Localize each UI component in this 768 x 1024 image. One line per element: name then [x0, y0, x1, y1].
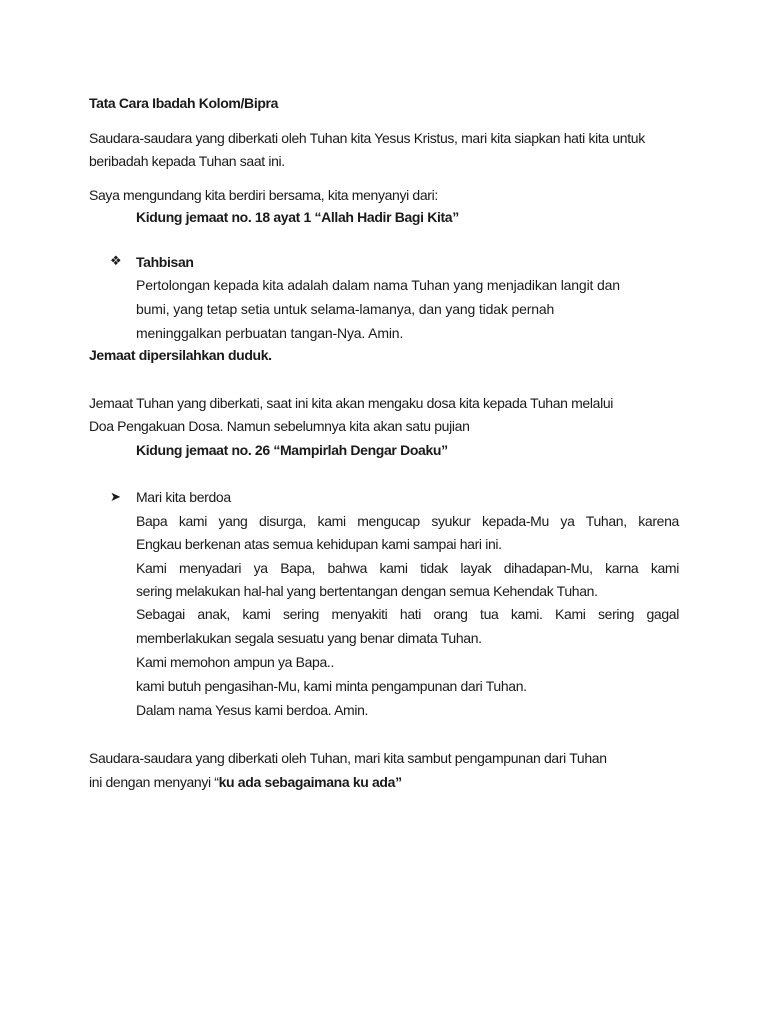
confession-intro-line: Doa Pengakuan Dosa. Namun sebelumnya kita akan satu pujian	[89, 418, 470, 434]
confession-intro-line: Jemaat Tuhan yang diberkati, saat ini kita akan mengaku dosa kita kepada Tuhan melalui	[89, 395, 614, 411]
tahbisan-line: Pertolongan kepada kita adalah dalam nama Tuhan yang menjadikan langit dan	[136, 277, 620, 293]
closing-line: Saudara-saudara yang diberkati oleh Tuhan, mari kita sambut pengampunan dari Tuhan	[89, 750, 607, 766]
song-title: Kidung jemaat no. 18 ayat 1 “Allah Hadir Bagi Kita”	[136, 209, 459, 225]
prayer-line: Kami memohon ampun ya Bapa..	[136, 654, 334, 670]
song-title: Kidung jemaat no. 26 “Mampirlah Dengar Doaku”	[136, 442, 448, 458]
prayer-line: Engkau berkenan atas semua kehidupan kami sampai hari ini.	[136, 536, 502, 552]
invite-text: Saya mengundang kita berdiri bersama, kita menyanyi dari:	[89, 187, 438, 203]
closing-song-title: ku ada sebagaimana ku ada”	[218, 774, 402, 790]
prayer-line: Sebagai anak, kami sering menyakiti hati orang tua kami. Kami sering gagal	[136, 606, 679, 622]
prayer-line: kami butuh pengasihan-Mu, kami minta pengampunan dari Tuhan.	[136, 678, 527, 694]
closing-text: ini dengan menyanyi “	[89, 774, 219, 790]
tahbisan-line: bumi, yang tetap setia untuk selama-lamanya, dan yang tidak pernah	[136, 301, 555, 317]
prayer-line: Dalam nama Yesus kami berdoa. Amin.	[136, 702, 369, 718]
tahbisan-line: meninggalkan perbuatan tangan-Nya. Amin.	[136, 325, 404, 341]
prayer-line: sering melakukan hal-hal yang bertentangan dengan semua Kehendak Tuhan.	[136, 583, 598, 599]
intro-line: Saudara-saudara yang diberkati oleh Tuhan kita Yesus Kristus, mari kita siapkan hati kita untuk	[89, 130, 645, 146]
intro-line: beribadah kepada Tuhan saat ini.	[89, 153, 285, 169]
diamond-bullet-icon: ❖	[110, 253, 122, 268]
section-heading-tahbisan: Tahbisan	[136, 254, 194, 270]
prayer-line: Bapa kami yang disurga, kami mengucap syukur kepada-Mu ya Tuhan, karena	[136, 513, 679, 529]
prayer-line: memberlakukan segala sesuatu yang benar dimata Tuhan.	[136, 630, 482, 646]
arrow-bullet-icon: ➤	[110, 489, 121, 504]
section-heading-prayer: Mari kita berdoa	[136, 489, 231, 505]
document-title: Tata Cara Ibadah Kolom/Bipra	[89, 95, 279, 111]
prayer-line: Kami menyadari ya Bapa, bahwa kami tidak layak dihadapan-Mu, karna kami	[136, 560, 679, 576]
closing-line	[89, 773, 402, 791]
instruction-text: Jemaat dipersilahkan duduk.	[89, 347, 272, 363]
